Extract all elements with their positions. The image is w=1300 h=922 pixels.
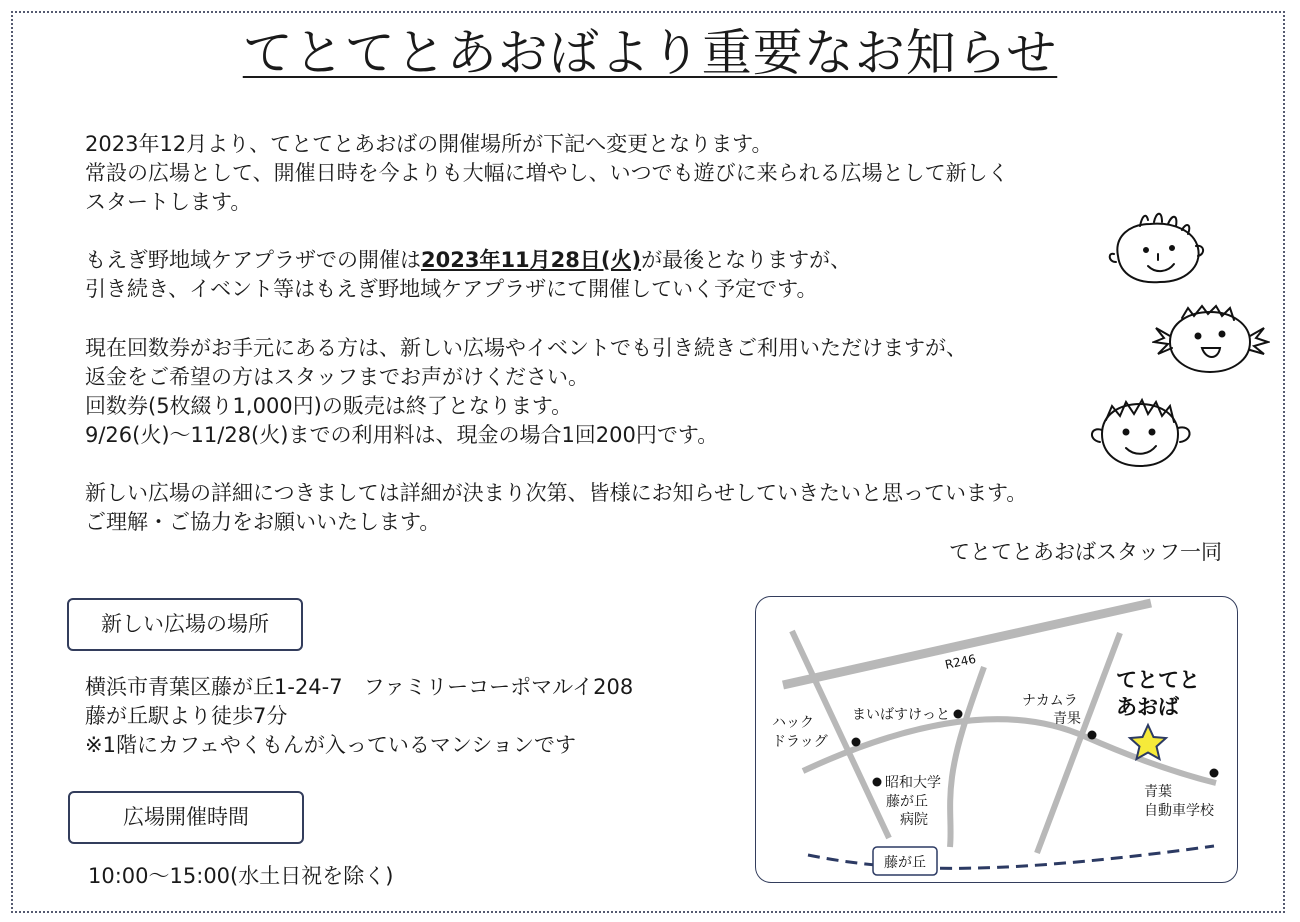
tickets-line-2: 返金をご希望の方はスタッフまでお声がけください。 (85, 365, 589, 389)
signature: てとてとあおばスタッフ一同 (949, 540, 1222, 564)
railway-line (808, 846, 1214, 868)
child-face-2-icon (1152, 300, 1270, 380)
closing-line-2: ご理解・ご協力をお願いいたします。 (85, 510, 441, 534)
child-face-3-icon (1082, 396, 1198, 472)
hack-label-1: ハック (772, 715, 814, 731)
tickets-line-4: 9/26(火)～11/28(火)までの利用料は、現金の場合1回200円です。 (85, 423, 719, 447)
moegino-line-1-pre: もえぎ野地域ケアプラザでの開催は (85, 248, 421, 272)
page-title-text: てとてとあおばより重要なお知らせ (242, 24, 1058, 82)
mai-label: まいばすけっと (852, 707, 950, 723)
showa-label-2: 藤が丘 (886, 794, 928, 810)
location-details (85, 673, 633, 760)
tickets-line-1: 現在回数券がお手元にある方は、新しい広場やイベントでも引き続きご利用いただけますが、 (85, 336, 967, 360)
access: 藤が丘駅より徒歩7分 (85, 704, 288, 728)
hack-label-2: ドラッグ (772, 734, 828, 750)
last-date: 2023年11月28日(火) (421, 248, 642, 272)
page-title (0, 22, 1300, 84)
school-marker (1210, 769, 1219, 778)
moegino-line-1 (85, 246, 851, 275)
school-label-1: 青葉 (1144, 784, 1172, 800)
intro-line-3: スタートします。 (85, 190, 252, 214)
location-heading: 新しい広場の場所 (67, 598, 303, 651)
closing-line-1: 新しい広場の詳細につきましては詳細が決まり次第、皆様にお知らせしていきたいと思っています。 (85, 481, 1028, 505)
closing-paragraph (85, 479, 1027, 537)
intro-paragraph (85, 130, 1009, 217)
building-note: ※1階にカフェやくもんが入っているマンションです (85, 733, 576, 757)
road-middle (950, 667, 984, 847)
moegino-line-2: 引き続き、イベント等はもえぎ野地域ケアプラザにて開催していく予定です。 (85, 277, 818, 301)
road-label-r246: R246 (943, 651, 978, 672)
venue-label-1: てとてと (1116, 668, 1200, 692)
child-face-1-icon (1106, 208, 1208, 290)
road-r246 (783, 603, 1151, 685)
moegino-paragraph (85, 246, 851, 304)
showa-label-1: 昭和大学 (885, 775, 941, 791)
intro-line-2: 常設の広場として、開催日時を今よりも大幅に増やし、いつでも遊びに来られる広場として新しく (85, 161, 1009, 185)
nakamura-marker (1088, 731, 1097, 740)
venue-star-icon (1130, 725, 1166, 759)
nakamura-label-2: 青果 (1053, 711, 1081, 727)
hours-value: 10:00～15:00(水土日祝を除く) (88, 864, 394, 888)
mai-marker (954, 710, 963, 719)
showa-marker (873, 778, 882, 787)
intro-line-1: 2023年12月より、てとてとあおばの開催場所が下記へ変更となります。 (85, 132, 773, 156)
hours-heading: 広場開催時間 (68, 791, 304, 844)
tickets-paragraph (85, 334, 967, 450)
nakamura-label-1: ナカムラ (1022, 693, 1078, 709)
station-label: 藤が丘 (884, 855, 926, 871)
map-drawing (756, 597, 1238, 883)
showa-label-3: 病院 (900, 812, 928, 828)
moegino-line-1-post: が最後となりますが、 (641, 248, 852, 272)
address: 横浜市青葉区藤が丘1-24-7 ファミリーコーポマルイ208 (85, 675, 634, 699)
access-map (755, 596, 1238, 883)
school-label-2: 自動車学校 (1144, 803, 1214, 819)
tickets-line-3: 回数券(5枚綴り1,000円)の販売は終了となります。 (85, 394, 573, 418)
venue-label-2: あおば (1116, 695, 1179, 719)
hack-marker (852, 738, 861, 747)
